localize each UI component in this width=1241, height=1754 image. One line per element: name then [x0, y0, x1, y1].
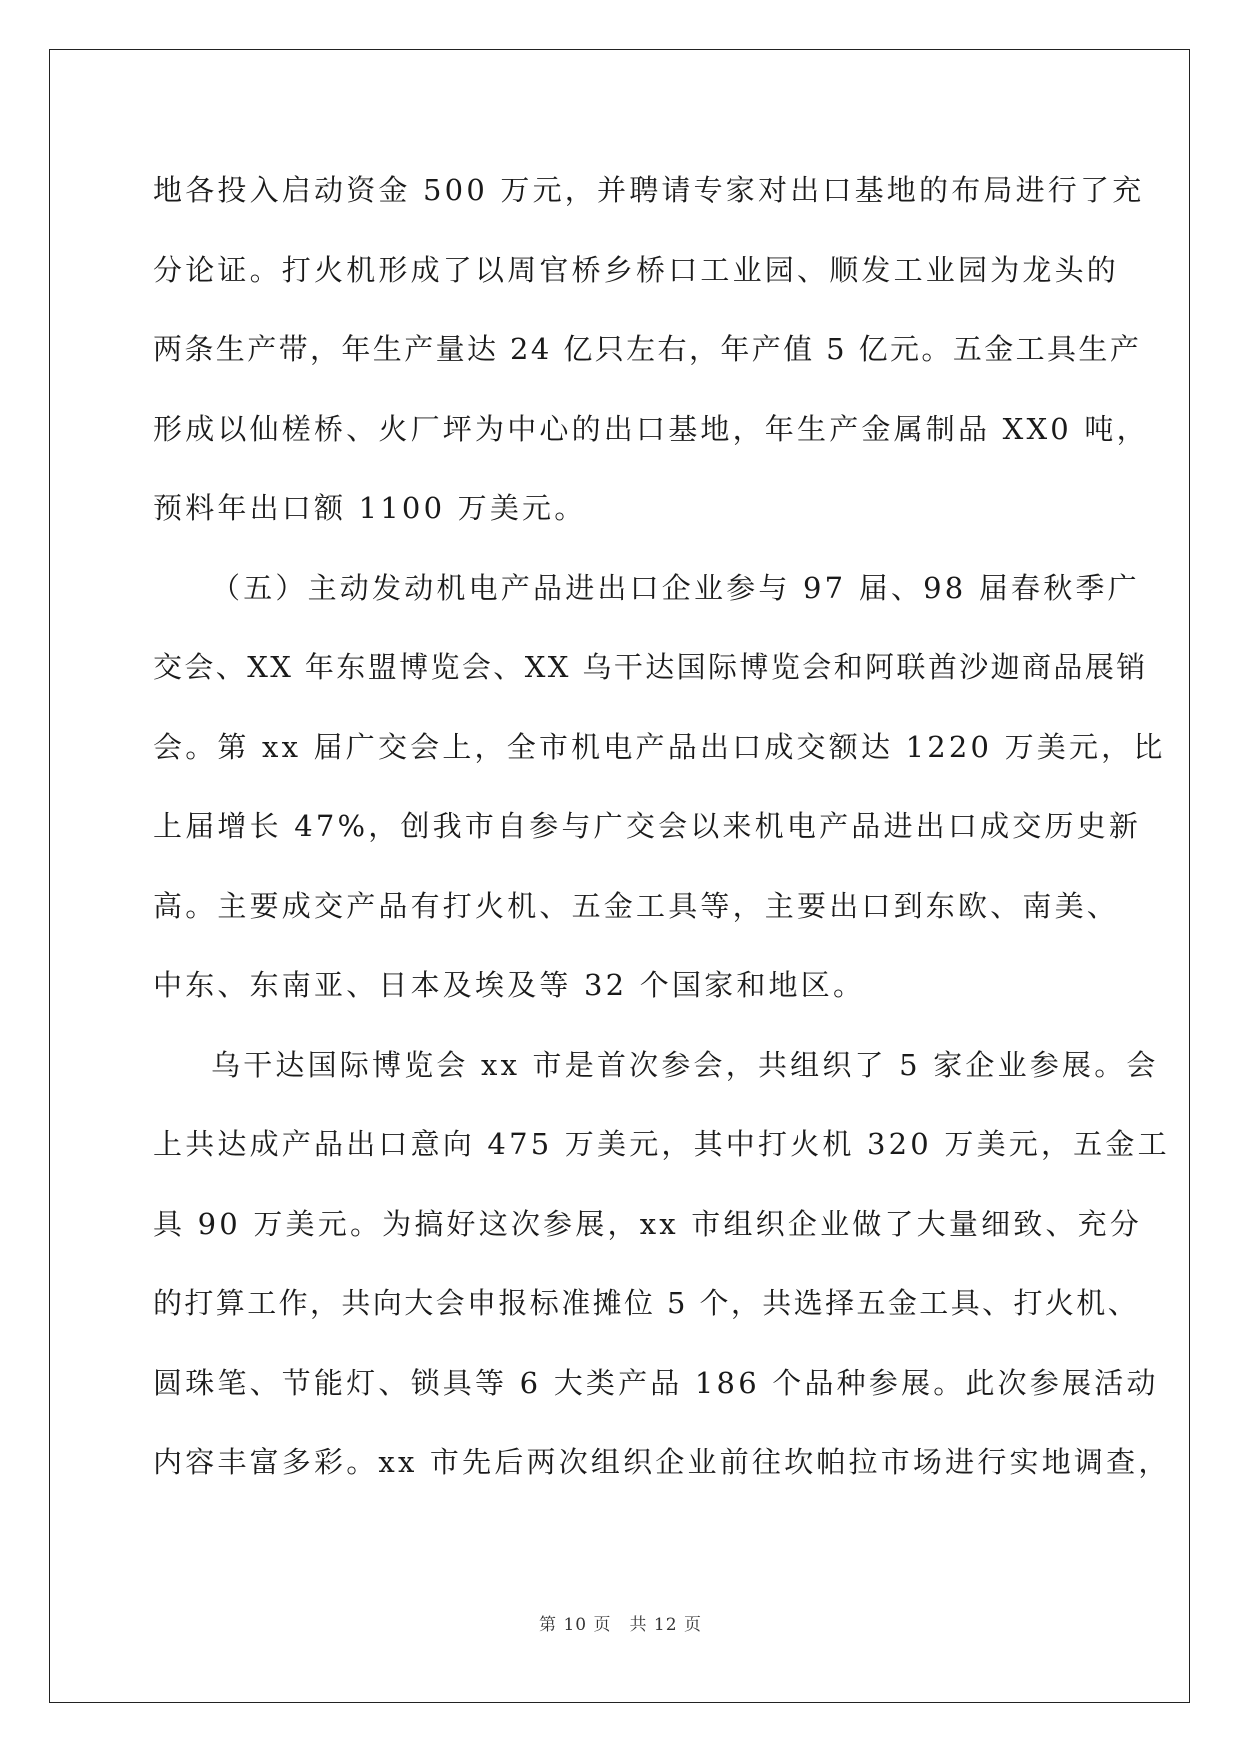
text-line: 中东、东南亚、日本及埃及等 32 个国家和地区。 — [153, 968, 866, 1002]
text-line: 形成以仙槎桥、火厂坪为中心的出口基地，年生产金属制品 XX0 吨， — [153, 411, 1149, 446]
page-footer — [0, 1610, 1241, 1635]
text-line: 地各投入启动资金 500 万元，并聘请专家对出口基地的布局进行了充 — [153, 173, 1145, 207]
text-line: 两条生产带，年生产量达 24 亿只左右，年产值 5 亿元。五金工具生产 — [153, 332, 1142, 366]
paragraph-start-line: 乌干达国际博览会 xx 市是首次参会，共组织了 5 家企业参展。会 — [211, 1047, 1159, 1082]
text-line: 预料年出口额 1100 万美元。 — [153, 491, 587, 525]
text-line: 交会、XX 年东盟博览会、XX 乌干达国际博览会和阿联酋沙迦商品展销 — [153, 650, 1148, 684]
text-line: 分论证。打火机形成了以周官桥乡桥口工业园、顺发工业园为龙头的 — [153, 252, 1120, 287]
text-line: 会。第 xx 届广交会上，全市机电产品出口成交额达 1220 万美元，比 — [153, 729, 1166, 764]
text-line: 的打算工作，共向大会申报标准摊位 5 个，共选择五金工具、打火机、 — [153, 1286, 1140, 1320]
text-line: 具 90 万美元。为搞好这次参展，xx 市组织企业做了大量细致、充分 — [153, 1206, 1143, 1241]
total-page-count: 共 12 页 — [629, 1615, 702, 1635]
text-line: 圆珠笔、节能灯、锁具等 6 大类产品 186 个品种参展。此次参展活动 — [153, 1365, 1159, 1400]
current-page-number: 第 10 页 — [539, 1615, 612, 1635]
document-body — [153, 162, 1171, 1514]
text-line: 高。主要成交产品有打火机、五金工具等，主要出口到东欧、南美、 — [153, 888, 1120, 923]
text-line: 上届增长 47%，创我市自参与广交会以来机电产品进出口成交历史新 — [153, 809, 1142, 843]
paragraph-start-line: （五）主动发动机电产品进出口企业参与 97 届、98 届春秋季广 — [211, 570, 1140, 605]
text-line: 内容丰富多彩。xx 市先后两次组织企业前往坎帕拉市场进行实地调查， — [153, 1445, 1171, 1479]
text-line: 上共达成产品出口意向 475 万美元，其中打火机 320 万美元，五金工 — [153, 1127, 1170, 1161]
